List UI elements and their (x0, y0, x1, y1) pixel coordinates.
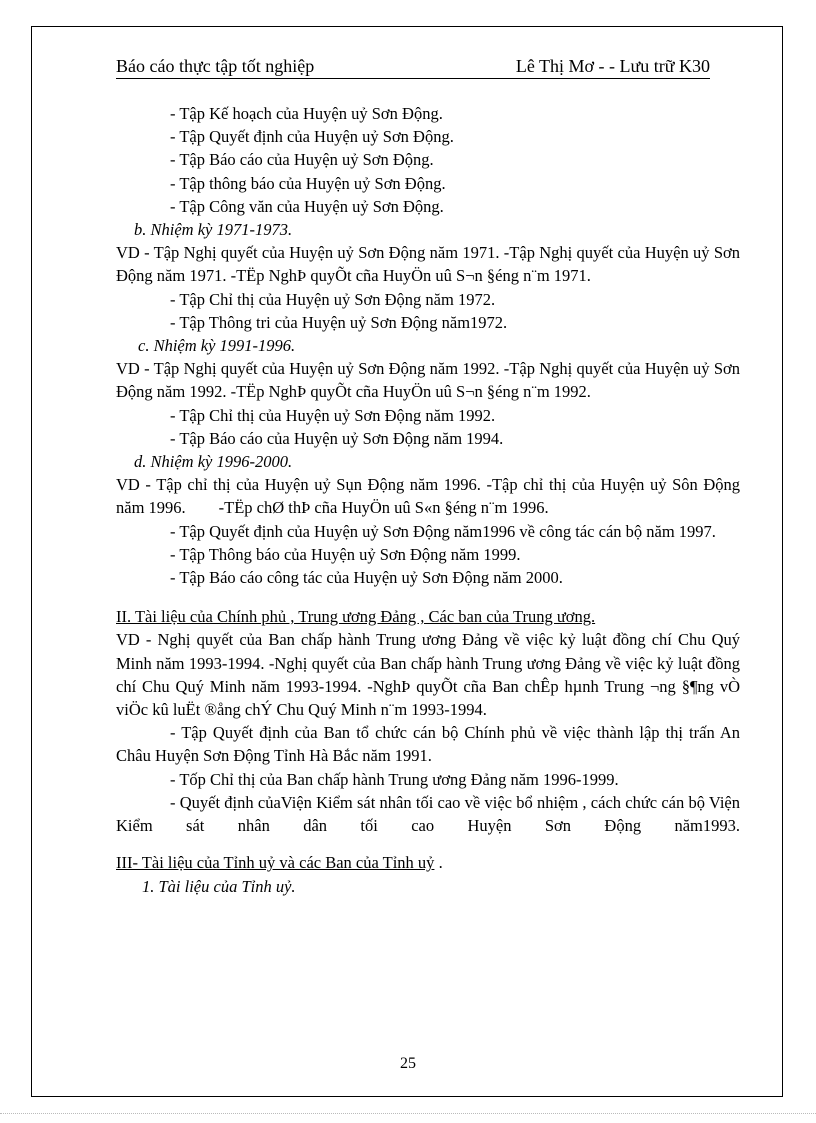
list-item: - Tập Chỉ thị của Huyện uỷ Sơn Động năm 1992. (170, 405, 496, 425)
section-heading-b: b. Nhiệm kỳ 1971-1973. (134, 220, 293, 240)
list-item: - Tập Báo cáo công tác của Huyện uỷ Sơn Động năm 2000. (170, 568, 563, 588)
page-bottom-divider (0, 1113, 816, 1114)
subsection-heading-1: 1. Tài liệu của Tỉnh uỷ. (142, 876, 296, 896)
example-paragraph: VD - Nghị quyết của Ban chấp hành Trung ương Đảng về việc kỷ luật đồng chí Chu Quý Minh năm 1993-1994. -Nghị quyết của Ban chấp hành Trung ương Đảng về việc kỷ luật đồng chí Chu Quý Minh năm 1993-1994. -NghÞ quyÕt cña Ban chÊp hµnh Trung ¬ng §¶ng vÒ viÖc kû luËt ®ång chÝ Chu Quý Minh n¨m 1993-1994. (116, 630, 740, 720)
section-heading-ii: II. Tài liệu của Chính phủ , Trung ương Đảng , Các ban của Trung ương. (116, 607, 596, 627)
list-item: - Tập Chỉ thị của Huyện uỷ Sơn Động năm 1972. (170, 289, 496, 309)
list-item: - Tập Kế hoạch của Huyện uỷ Sơn Động. (170, 104, 443, 123)
page-header (116, 54, 710, 79)
section-heading-c: c. Nhiệm kỳ 1991-1996. (138, 336, 296, 356)
example-paragraph: VD - Tập Nghị quyết của Huyện uỷ Sơn Động năm 1992. -Tập Nghị quyết của Huyện uỷ Sơn Động năm 1992. -TËp NghÞ quyÕt cña HuyÖn uû S¬n §éng n¨m 1992. (116, 359, 740, 402)
section-heading-iii (116, 851, 740, 874)
list-item: - Tập thông báo của Huyện uỷ Sơn Động. (170, 173, 446, 193)
list-item: - Tập Quyết định của Ban tổ chức cán bộ Chính phủ về việc thành lập thị trấn An Châu Huyện Sơn Động Tỉnh Hà Bắc năm 1991. (116, 723, 740, 766)
list-item: - Tập Thông báo của Huyện uỷ Sơn Động năm 1999. (170, 544, 521, 564)
list-item: - Tập Thông tri của Huyện uỷ Sơn Động năm1972. (170, 312, 508, 332)
example-paragraph: VD - Tập Nghị quyết của Huyện uỷ Sơn Động năm 1971. -Tập Nghị quyết của Huyện uỷ Sơn Động năm 1971. -TËp NghÞ quyÕt cña HuyÖn uû S¬n §éng n¨m 1971. (116, 243, 740, 286)
document-body (116, 102, 745, 898)
list-item: - Quyết định củaViện Kiểm sát nhân tối cao về việc bổ nhiệm , cách chức cán bộ Viện Kiểm sát nhân dân tối cao Huyện Sơn Động năm1993. (116, 792, 740, 836)
list-item: - Tốp Chỉ thị của Ban chấp hành Trung ương Đảng năm 1996-1999. (170, 769, 619, 789)
header-report-title: Báo cáo thực tập tốt nghiệp (116, 56, 315, 76)
section-heading-iii-period: . (438, 853, 443, 873)
section-heading-d: d. Nhiệm kỳ 1996-2000. (134, 452, 293, 472)
page-number: 25 (400, 1055, 416, 1072)
section-heading-iii-text: III- Tài liệu của Tỉnh uỷ và các Ban của Tỉnh uỷ (116, 853, 435, 873)
list-item: - Tập Báo cáo của Huyện uỷ Sơn Động. (170, 150, 434, 170)
list-item: - Tập Quyết định của Huyện uỷ Sơn Động. (170, 127, 454, 147)
list-item: - Tập Báo cáo của Huyện uỷ Sơn Động năm 1994. (170, 428, 504, 448)
list-item: - Tập Công văn của Huyện uỷ Sơn Động. (170, 196, 444, 216)
header-author: Lê Thị Mơ - - Lưu trữ K30 (515, 56, 710, 76)
list-item: - Tập Quyết định của Huyện uỷ Sơn Động năm1996 về công tác cán bộ năm 1997. (170, 521, 716, 541)
example-paragraph: VD - Tập chỉ thị của Huyện uỷ Sụn Động năm 1996. -Tập chỉ thị của Huyện uỷ Sôn Động năm 1996. -TËp chØ thÞ cña HuyÖn uû S«n §éng n¨m 1996. (116, 475, 745, 518)
